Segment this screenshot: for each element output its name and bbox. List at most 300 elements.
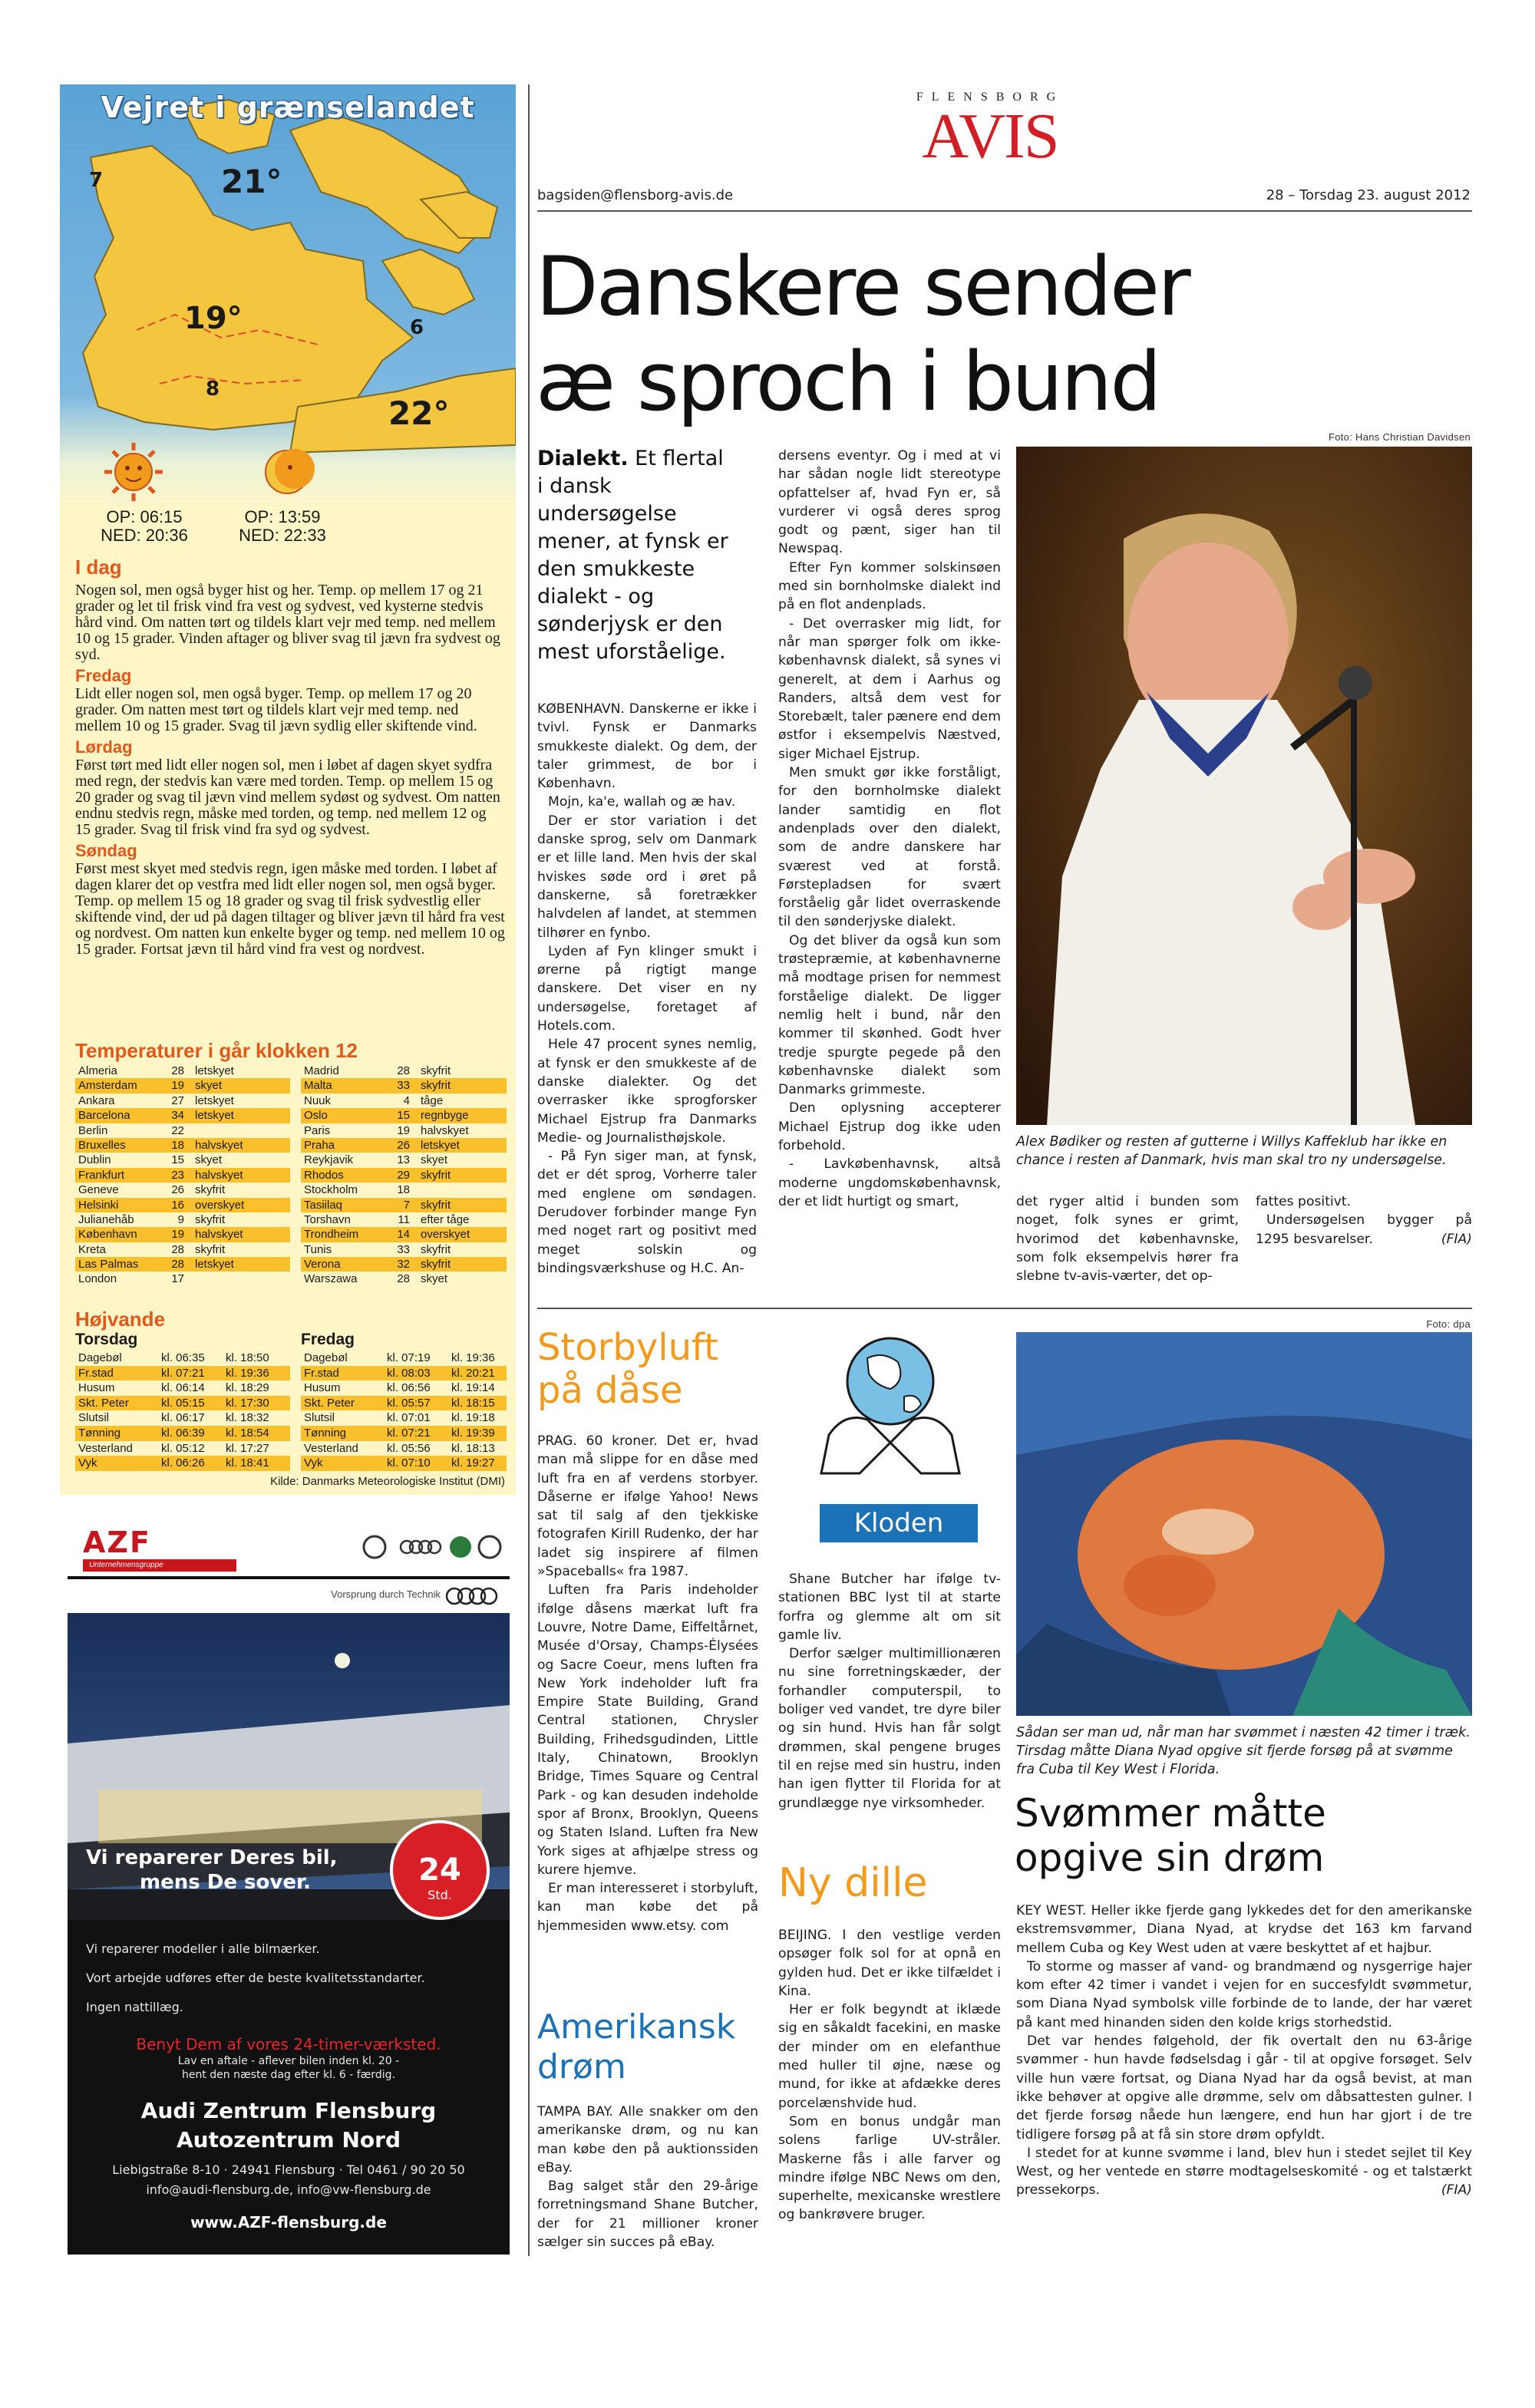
weather-title: Vejret i grænselandet (101, 91, 475, 124)
tide-t1: kl. 07:21 (387, 1426, 431, 1440)
temp-city: Torshavn (304, 1212, 351, 1226)
ad-line-3: Ingen nattillæg. (86, 2000, 183, 2014)
lead-intro (537, 445, 734, 666)
lead-column-2 (778, 447, 1001, 1211)
sunset: NED: 20:36 (101, 526, 188, 545)
map-temp: 19° (184, 301, 243, 336)
tide-t2: kl. 19:39 (451, 1426, 495, 1440)
tide-table-left (75, 1351, 290, 1471)
map-temp: 7 (89, 169, 104, 192)
tide-place: Vyk (304, 1456, 323, 1470)
paragraph: KEY WEST. Heller ikke fjerde gang lykkedes det for den amerikanske ekstremsvømmer, Diana Nyad, at krydse det 163 km farvand mellem Cuba og Key West uden at være beskyttet af et hajbur. (1016, 1903, 1472, 1956)
svommer-photo-credit: Foto: dpa (1426, 1318, 1471, 1330)
temp-row (75, 1138, 290, 1153)
temp-cond: letskyet (195, 1258, 234, 1272)
ad-cta-sub-2: hent den næste dag efter kl. 6 - færdig. (181, 2069, 396, 2081)
temp-city: Frankfurt (78, 1168, 125, 1182)
kloden-label: Kloden rundt (853, 1508, 944, 1577)
tide-t1: kl. 05:56 (387, 1441, 431, 1455)
sun-times (91, 508, 198, 545)
audi-rings-icon (445, 1584, 499, 1608)
audi-claim: Vorsprung durch Technik (331, 1588, 441, 1600)
author-sig: (FIA) (1441, 1231, 1472, 1247)
tide-t1: kl. 06:56 (387, 1381, 431, 1395)
moon-icon (335, 1653, 350, 1668)
tide-row (301, 1380, 507, 1396)
temp-cond: skyfrit (421, 1258, 451, 1272)
paragraph: Her er folk begyndt at iklæde sig en såkaldt facekini, en maske der minder om en elefanthue med huller til øjne, næse og mund, for ikke at afdække deres porcelænshvide hud. (778, 2002, 1001, 2111)
paragraph (1016, 2144, 1472, 2200)
tide-row (301, 1410, 507, 1426)
tide-t2: kl. 19:14 (451, 1381, 495, 1395)
temp-cond: halvskyet (195, 1168, 243, 1182)
temp-cond: halvskyet (195, 1228, 243, 1242)
tide-heading: Højvande (75, 1308, 166, 1331)
temp-cond: skyet (195, 1153, 223, 1167)
tide-row (75, 1351, 290, 1366)
temp-temp: 28 (171, 1064, 184, 1077)
forecast (75, 556, 505, 958)
paragraph: To storme og masser af vand- og brandmænd og nysgerrige hajer kom efter 42 timer i vandet i vejen for en succesfyldt svømmetur, som Diana Nyad symbolsk ville forbinde de to lande, der har været på kant med hinanden siden den kolde krigs storhedstid. (1016, 1958, 1472, 2030)
paragraph: - Lavkøbenhavnsk, altså moderne ungdomskøbenhavnsk, der et lidt hurtigt og smart, (778, 1156, 1001, 1209)
temp-city: Rhodos (304, 1168, 344, 1182)
temp-temp: 19 (171, 1079, 184, 1093)
tide-t1: kl. 07:19 (387, 1351, 431, 1364)
forecast-text: Nogen sol, men også byger hist og her. Temp. op mellem 17 og 21 grader og let til frisk vind fra vest og sydvest, ved kysterne stedvis hård vind. Om natten tørt og tildels klart vejr med temp. ned mellem 10 og 15 grader. Vinden aftager og bliver svag til jævn fra sydvest og syd. (75, 582, 500, 663)
forecast-text: Lidt eller nogen sol, men også byger. Temp. op mellem 17 og 20 grader. Om natten mest tørt og tildels klart vejr med temp. ned mellem 10 og 15 grader. Svag til jævn sydlig eller skiftende vind. (75, 685, 477, 734)
tide-day-right: Fredag (301, 1331, 355, 1348)
temp-temp: 4 (403, 1093, 410, 1107)
tide-t2: kl. 18:54 (226, 1426, 269, 1440)
map-temp: 8 (206, 378, 220, 401)
temp-cond: skyet (421, 1153, 448, 1167)
tide-t2: kl. 18:15 (451, 1396, 495, 1410)
tide-table-right (301, 1351, 507, 1471)
lead-column-3 (1016, 1192, 1239, 1285)
temp-city: Paris (304, 1123, 331, 1137)
tide-row (75, 1456, 290, 1471)
temp-row (301, 1078, 507, 1093)
temp-row (75, 1108, 290, 1123)
paragraph: Den oplysning accepterer Michael Ejstrup dog ikke uden forbehold. (778, 1100, 1001, 1153)
temp-temp: 18 (397, 1183, 410, 1197)
temp-city: Amsterdam (78, 1079, 137, 1093)
temps-heading: Temperaturer i går klokken 12 (75, 1039, 358, 1062)
temp-temp: 26 (397, 1138, 410, 1152)
temp-cond: skyfrit (195, 1242, 226, 1256)
temp-row (301, 1183, 507, 1197)
temp-temp: 7 (403, 1198, 410, 1212)
tide-day-left: Torsdag (75, 1331, 138, 1348)
paragraph: Er man interesseret i storbyluft, kan man købe det på hjemmesiden www.etsy. com (537, 1881, 758, 1934)
tide-t2: kl. 19:36 (451, 1351, 495, 1364)
badge-unit: Std. (427, 1888, 452, 1902)
temp-city: Julianehåb (78, 1212, 134, 1226)
lead-column-1 (537, 700, 757, 1278)
ad-email[interactable]: info@audi-flensburg.de, info@vw-flensburg.de (146, 2182, 431, 2197)
lead-intro-label: Dialekt. (537, 447, 629, 470)
weather-source: Kilde: Danmarks Meteorologiske Institut (DMI) (270, 1475, 505, 1488)
tide-t2: kl. 18:41 (226, 1456, 269, 1470)
temp-cond: overskyet (195, 1198, 245, 1212)
sunrise: OP: 06:15 (106, 507, 183, 526)
temp-temp: 13 (397, 1153, 410, 1167)
temp-cond: overskyet (421, 1228, 470, 1242)
paragraph: Hele 47 procent synes nemlig, at fynsk er den smukkeste af de danske dialekter. Og det overrasker ikke sprogforsker Michael Ejstrup fra Danmarks Medie- og Journalisthøjskole. (537, 1037, 757, 1146)
tide-t2: kl. 19:18 (451, 1411, 495, 1425)
temp-row (301, 1227, 507, 1242)
ad-cta-sub-1: Lav en aftale - aflever bilen inden kl. 20 - (177, 2055, 400, 2067)
ad-line-2: Vort arbejde udføres efter de beste kvalitetsstandarter. (86, 1971, 425, 1985)
temp-cond: letskyet (195, 1064, 234, 1077)
temp-row (75, 1093, 290, 1108)
temp-temp: 16 (171, 1198, 184, 1212)
paragraph: - På Fyn siger man, at fynsk, det er dét sprog, Vorherre taler med englene om søndagen. Derudover forbinder mange Fyn med noget rart og positivt med meget solskin og bindingsværkshuse og H.C. An- (537, 1149, 757, 1276)
temp-city: Berlin (78, 1123, 108, 1137)
temp-city: Stockholm (304, 1183, 358, 1197)
temp-row (75, 1183, 290, 1197)
paragraph: Bag salget står den 29-årige forretningsmand Shane Butcher, der for 21 millioner kroner sælger sin succes på eBay. (537, 2179, 758, 2251)
paragraph: Derfor sælger multimillionæren nu sine forretningskæder, der forhandler computerspil, to boliger ved vandet, tre dyre biler og sin hund. Hvis han får solgt drømmen, skal pengene bruges til en rejse med sin hustru, inden han igen flytter til Florida for at grundlægge nye virksomheder. (778, 1646, 1001, 1811)
amerikansk-headline-1: Amerikansk (537, 2007, 736, 2047)
tide-place: Vesterland (78, 1441, 133, 1455)
masthead-logo: AVIS (922, 101, 1058, 172)
tide-t1: kl. 06:17 (161, 1411, 205, 1425)
temp-temp: 28 (171, 1258, 184, 1272)
temp-city: Helsinki (78, 1198, 119, 1212)
forecast-heading: Fredag (75, 666, 132, 685)
tide-row (75, 1380, 290, 1396)
tide-place: Skt. Peter (78, 1396, 129, 1410)
tide-row (75, 1396, 290, 1411)
svommer-body (1016, 1902, 1472, 2200)
storbyluft-headline-2: på dåse (537, 1369, 683, 1412)
tide-row (301, 1351, 507, 1366)
forecast-heading: Søndag (75, 841, 137, 860)
temp-row (75, 1153, 290, 1167)
tide-t1: kl. 07:21 (161, 1366, 205, 1380)
temp-city: Malta (304, 1079, 332, 1093)
paragraph-text: Undersøgelsen bygger på 1295 besvarelser. (1256, 1212, 1472, 1247)
paragraph: Mojn, ka'e, wallah og æ hav. (548, 794, 736, 810)
map-temp: 6 (410, 316, 424, 339)
tide-place: Slutsil (304, 1411, 335, 1425)
tide-t2: kl. 18:13 (451, 1441, 495, 1455)
ad-headline-2: mens De sover. (140, 1871, 311, 1894)
paragraph: Og det bliver da også kun som trøstepræmie, at københavnerne må modtage prisen for nemmest forståelige dialekt. De ligger nemlig helt i bund, når den kommer til skønhed. Godt hver tredje spurgte pegede på den københavnske dialekt som Danmarks grimmeste. (778, 932, 1001, 1098)
temp-temp: 33 (397, 1242, 410, 1256)
tide-place: Husum (78, 1381, 115, 1395)
tide-place: Fr.stad (78, 1366, 114, 1380)
tide-row (75, 1366, 290, 1381)
temp-temp: 11 (398, 1212, 410, 1226)
tide-place: Dagebøl (78, 1351, 122, 1364)
temp-city: Tasiilaq (304, 1198, 343, 1212)
temp-row (75, 1212, 290, 1227)
temp-temp: 29 (397, 1168, 410, 1182)
moonset: NED: 22:33 (239, 526, 326, 545)
ad-address: Liebigstraße 8-10 · 24941 Flensburg · Tel 0461 / 90 20 50 (112, 2162, 465, 2177)
paragraph: TAMPA BAY. Alle snakker om den amerikanske drøm, og nu kan man købe den på auktionssiden eBay. (537, 2104, 758, 2175)
column-rule (528, 84, 530, 2256)
paragraph: Shane Butcher har ifølge tv-stationen BBC lyst til at starte forfra og glemme alt om sit gamle liv. (778, 1572, 1001, 1643)
author-sig: (FIA) (1441, 2182, 1472, 2199)
tide-t2: kl. 20:21 (451, 1366, 495, 1380)
tide-place: Fr.stad (304, 1366, 339, 1380)
svommer-headline-1: Svømmer måtte (1015, 1791, 1326, 1836)
amerikansk-headline-2: drøm (537, 2047, 626, 2086)
temp-row (75, 1168, 290, 1183)
globe-hands-icon (814, 1328, 962, 1478)
ad-logo-sub: Unternehmensgruppe (83, 1559, 236, 1572)
temp-temp: 18 (171, 1138, 184, 1152)
forecast-heading: I dag (75, 556, 122, 579)
temp-temp: 32 (397, 1258, 410, 1272)
ad-company-2: Autozentrum Nord (176, 2127, 401, 2152)
temp-row (75, 1198, 290, 1212)
temp-cond: halvskyet (195, 1138, 243, 1152)
tide-t1: kl. 05:12 (161, 1441, 205, 1455)
tide-t2: kl. 18:32 (226, 1411, 269, 1425)
temp-temp: 33 (397, 1079, 410, 1093)
moonrise: OP: 13:59 (244, 507, 321, 526)
temp-temp: 19 (171, 1228, 184, 1242)
temp-city: Reykjavik (304, 1153, 354, 1167)
tide-row (75, 1441, 290, 1456)
lead-column-4 (1256, 1192, 1472, 1249)
temp-city: Madrid (304, 1064, 339, 1077)
temp-cond: tåge (421, 1093, 444, 1107)
amerikansk-headline (537, 2007, 735, 2087)
temp-temp: 15 (171, 1153, 184, 1167)
ad-logo: AZF (83, 1526, 151, 1559)
temps-table-right (301, 1064, 507, 1287)
paragraph: Lyden af Fyn klinger smukt i ørerne på rigtigt mange danskere. Det viser en ny undersøgelse, foretaget af Hotels.com. (537, 943, 757, 1034)
header-pageinfo: 28 – Torsdag 23. august 2012 (1266, 187, 1471, 203)
temp-cond: skyfrit (195, 1183, 226, 1197)
temp-city: Las Palmas (78, 1258, 139, 1272)
paragraph: KØBENHAVN. Danskerne er ikke i tvivl. Fynsk er Danmarks smukkeste dialekt. Og dem, der taler grimmest, de bor i København. (537, 701, 757, 792)
temp-city: Geneve (78, 1183, 119, 1197)
weather-sidebar (60, 84, 516, 1495)
advertisement[interactable] (68, 1521, 510, 2255)
temp-cond: halvskyet (421, 1123, 469, 1137)
map-temp: 22° (388, 394, 450, 432)
paragraph: Men smukt gør ikke forståligt, for den bornholmske dialekt lander samtidig en flot andenplads over den dialekt, som de andre danskere har sværest ved at forstå. Førstepladsen for svært forståelig går lidet overraskende til den sønderjyske dialekt. (778, 765, 1001, 930)
brand-logos-icon (359, 1532, 505, 1562)
tide-t1: kl. 05:15 (161, 1396, 205, 1410)
paragraph: det ryger altid i bunden som noget, folk synes er grimt, hvorimod det københavnske, som folk eksempelvis hører fra slebne tv-avis-værter, det op- (1016, 1194, 1239, 1285)
masthead-small: FLENSBORG (916, 91, 1065, 104)
temp-temp: 26 (171, 1183, 184, 1197)
temp-city: Kreta (78, 1242, 106, 1256)
lead-headline (536, 239, 1189, 430)
paragraph: - Det overrasker mig lidt, for når man spørger folk om ikke-københavnsk dialekt, så synes vi generelt, at dem i Aarhus og Randers, altså dem vest for Storebælt, taler pænere end dem østfor i eksempelvis Næstved, siger Michael Ejstrup. (778, 615, 1001, 762)
lead-caption: Alex Bødiker og resten af gutterne i Willys Kaffeklub har ikke en chance i resten af Danmark, hvis man skal tro ny undersøgelse. (1016, 1134, 1448, 1168)
temp-row (75, 1078, 290, 1093)
storbyluft-headline (537, 1326, 718, 1412)
tide-t1: kl. 05:57 (387, 1396, 431, 1410)
forecast-heading: Lørdag (75, 737, 133, 757)
temp-row (301, 1212, 507, 1227)
tide-t1: kl. 06:14 (161, 1381, 205, 1395)
temp-row (301, 1123, 507, 1138)
temp-row (75, 1242, 290, 1257)
temp-city: Tunis (304, 1242, 332, 1256)
temp-city: London (78, 1272, 117, 1286)
paragraph (1256, 1211, 1472, 1249)
map-temp: 21° (221, 163, 282, 200)
header-rule (537, 210, 1472, 212)
temp-cond: letskyet (421, 1138, 460, 1152)
ad-web[interactable]: www.AZF-flensburg.de (190, 2213, 387, 2232)
temps-table-left (75, 1064, 290, 1287)
temp-cond: letskyet (195, 1093, 234, 1107)
temp-row (301, 1138, 507, 1153)
section-rule (537, 1308, 1472, 1309)
paragraph: PRAG. 60 kroner. Det er, hvad man må slippe for en dåse med luft fra en af verdens storbyer. Dåserne er ifølge Yahoo! News sat til salg af den tjekkiske fotografen Kirill Rudenko, der har ladet sig inspirere af filmen »Spaceballs« fra 1987. (537, 1433, 758, 1580)
tide-row (75, 1410, 290, 1426)
tide-place: Tønning (78, 1426, 121, 1440)
temp-temp: 27 (171, 1093, 184, 1107)
nydille-body (778, 1926, 1001, 2225)
amerikansk-body (537, 2103, 758, 2251)
svommer-photo (1016, 1332, 1472, 1716)
ad-audi-bar (68, 1579, 510, 1613)
temp-cond: skyfrit (421, 1198, 451, 1212)
temp-row (75, 1123, 290, 1138)
temp-row (75, 1257, 290, 1272)
temp-city: Oslo (304, 1109, 328, 1123)
paragraph: Det var hendes følgehold, der fik overtalt den nu 63-årige svømmer - hun havde fødselsdag i går - til at opgive forsøget. Selv ville hun være fortsat, og Diana Nyad har da også bevist, at man ikke behøver at opgive alle drømme, selv om dåbsattesten gulner. I det fjerde forsøg nåede hun længere, end hun har gjort i de tre tidligere forsøg på at få sin store drøm opfyldt. (1016, 2034, 1472, 2142)
tide-place: Vesterland (304, 1441, 358, 1455)
svommer-headline (1015, 1791, 1326, 1880)
temp-row (301, 1153, 507, 1167)
forecast-text: Først mest skyet med stedvis regn, igen måske med torden. I løbet af dagen klarer det op vestfra med lidt eller nogen sol, men også byger. Temp. op mellem 15 og 18 grader og svag til frisk sydvestlig eller skiftende vind, der ud på dagen tiltager og bliver jævn til hård fra vest og nordvest. Om natten kun enkelte byger og temp. ned mellem 10 og 15 grader. Fortsat jævn til hård vind fra vest og nordvest. (75, 860, 505, 958)
temp-city: Barcelona (78, 1109, 130, 1123)
ad-cta: Benyt Dem af vores 24-timer-værksted. (136, 2035, 441, 2053)
temp-city: Nuuk (304, 1093, 332, 1107)
temp-row (301, 1093, 507, 1108)
temp-temp: 17 (171, 1272, 184, 1286)
svommer-caption: Sådan ser man ud, når man har svømmet i næsten 42 timer i træk. Tirsdag måtte Diana Nyad opgive sit fjerde forsøg på at svømme fra Cuba til Key West i Florida. (1016, 1725, 1471, 1777)
tide-place: Tønning (304, 1426, 347, 1440)
temp-row (301, 1272, 507, 1286)
tide-row (301, 1441, 507, 1456)
temp-cond: skyet (421, 1272, 448, 1286)
ad-headline-1: Vi reparerer Deres bil, (86, 1846, 338, 1869)
paragraph: Der er stor variation i det danske sprog, selv om Danmark er et lille land. Men hvis der skal hviskes søde ord i øret på danskerne, så foretrækker halvdelen af landet, at stemmen tilhører en fynbo. (537, 813, 757, 941)
temp-city: København (78, 1228, 137, 1242)
tide-row (301, 1456, 507, 1471)
kloden-body (778, 1570, 1001, 1813)
temp-city: Bruxelles (78, 1138, 126, 1152)
temp-row (75, 1272, 290, 1286)
lead-headline-1: Danskere sender (536, 239, 1189, 334)
tide-row (301, 1366, 507, 1381)
lead-photo (1016, 447, 1472, 1125)
lead-headline-2: æ sproch i bund (536, 335, 1160, 429)
tide-place: Husum (304, 1381, 341, 1395)
tide-t2: kl. 19:36 (226, 1366, 269, 1380)
temp-temp: 19 (397, 1123, 410, 1137)
header-email[interactable]: bagsiden@flensborg-avis.de (537, 187, 734, 203)
forecast-text: Først tørt med lidt eller nogen sol, men i løbet af dagen skyet sydfra med regn, der stedvis kan være med torden. Temp. op mellem 15 og 20 grader og svag til jævn vind mellem sydøst og sydvest. Om natten endnu stedvis regn, måske med torden, og temp. ned mellem 12 og 15 grader. Svag til frisk vind fra syd og sydvest. (75, 757, 500, 838)
temp-temp: 22 (171, 1123, 184, 1137)
tide-t2: kl. 18:50 (226, 1351, 269, 1364)
lead-photo-credit: Foto: Hans Christian Davidsen (1329, 431, 1471, 443)
lead-intro-text: Et flertal i dansk undersøgelse mener, at fynsk er den smukkeste dialekt - og sønderjysk er den mest uforståelige. (537, 447, 728, 664)
temp-row (75, 1064, 290, 1078)
temp-temp: 14 (397, 1228, 410, 1242)
temp-row (301, 1257, 507, 1272)
tide-place: Slutsil (78, 1411, 110, 1425)
tide-t1: kl. 07:10 (387, 1456, 431, 1470)
temp-city: Almeria (78, 1064, 117, 1077)
badge-number: 24 (418, 1852, 461, 1888)
temp-cond: skyfrit (421, 1168, 451, 1182)
temp-cond: regnbyge (421, 1109, 469, 1123)
tide-place: Skt. Peter (304, 1396, 355, 1410)
tide-t1: kl. 07:01 (387, 1411, 431, 1425)
ad-header (68, 1521, 510, 1576)
temp-row (75, 1227, 290, 1242)
temp-cond: skyfrit (195, 1212, 226, 1226)
tide-t2: kl. 17:30 (226, 1396, 269, 1410)
temp-city: Ankara (78, 1093, 115, 1107)
temp-cond: skyfrit (421, 1079, 451, 1093)
paragraph-text: I stedet for at kunne svømme i land, blev hun i stedet sejlet til Key West, og her ventede en større modtagelseskomité - og et talstærkt pressekorps. (1016, 2145, 1472, 2199)
tide-t1: kl. 06:35 (161, 1351, 205, 1364)
temp-row (301, 1064, 507, 1078)
kloden-label-bar (820, 1504, 978, 1577)
tide-t1: kl. 08:03 (387, 1366, 431, 1380)
temp-city: Trondheim (304, 1228, 359, 1242)
temp-city: Verona (304, 1258, 341, 1272)
temp-temp: 34 (171, 1109, 184, 1123)
temp-city: Warszawa (304, 1272, 358, 1286)
paragraph: Luften fra Paris indeholder ifølge dåsens mærkat luft fra Louvre, Notre Dame, Eiffeltårnet, Musée d'Orsay, Champs-Élysées og Sacre Coeur, mens luften fra New York indeholder luft fra Empire State Building, Grand Central stationen, Chrysler Building, Frihedsgudinden, Little Italy, Chinatown, Brooklyn Bridge, Times Square og Central Park - og kan desuden indeholde spor af Bronx, Brooklyn, Queens og Staten Island. Luften fra New York siges at afhjælpe stress og kurere hjemve. (537, 1582, 758, 1878)
paragraph: Som en bonus undgår man solens farlige UV-stråler. Maskerne fås i alle farver og mindre ifølge NBC News om den, superhelte, mexicanske wrestlere og bankrøvere bruger. (778, 2113, 1001, 2223)
nydille-headline: Ny dille (778, 1860, 928, 1906)
moon-times (213, 508, 352, 545)
temp-city: Praha (304, 1138, 335, 1152)
tide-place: Dagebøl (304, 1351, 348, 1364)
tide-place: Vyk (78, 1456, 97, 1470)
paragraph: dersens eventyr. Og i med at vi har sådan nogle lidt stereotype opfattelser af, hvad Fyn er, så vurderer vi også deres sprog godt og pænt, siger han til Newspaq. (778, 448, 1001, 557)
tide-t2: kl. 19:27 (451, 1456, 495, 1470)
ad-line-1: Vi reparerer modeller i alle bilmærker. (86, 1941, 320, 1956)
tide-row (301, 1396, 507, 1411)
weather-map (60, 84, 516, 514)
tide-row (301, 1426, 507, 1441)
temp-row (301, 1198, 507, 1212)
temp-row (301, 1168, 507, 1183)
storbyluft-body (537, 1432, 758, 1935)
temp-temp: 28 (171, 1242, 184, 1256)
temp-row (301, 1242, 507, 1257)
temp-temp: 28 (397, 1272, 410, 1286)
paragraph: fattes positivt. (1256, 1194, 1352, 1209)
tide-row (75, 1426, 290, 1441)
storbyluft-headline-1: Storbyluft (537, 1326, 718, 1369)
temp-cond: skyfrit (421, 1064, 451, 1077)
temp-row (301, 1108, 507, 1123)
tide-t1: kl. 06:26 (161, 1456, 205, 1470)
temp-cond: skyfrit (421, 1242, 451, 1256)
temp-cond: letskyet (195, 1109, 234, 1123)
tide-t1: kl. 06:39 (161, 1426, 205, 1440)
